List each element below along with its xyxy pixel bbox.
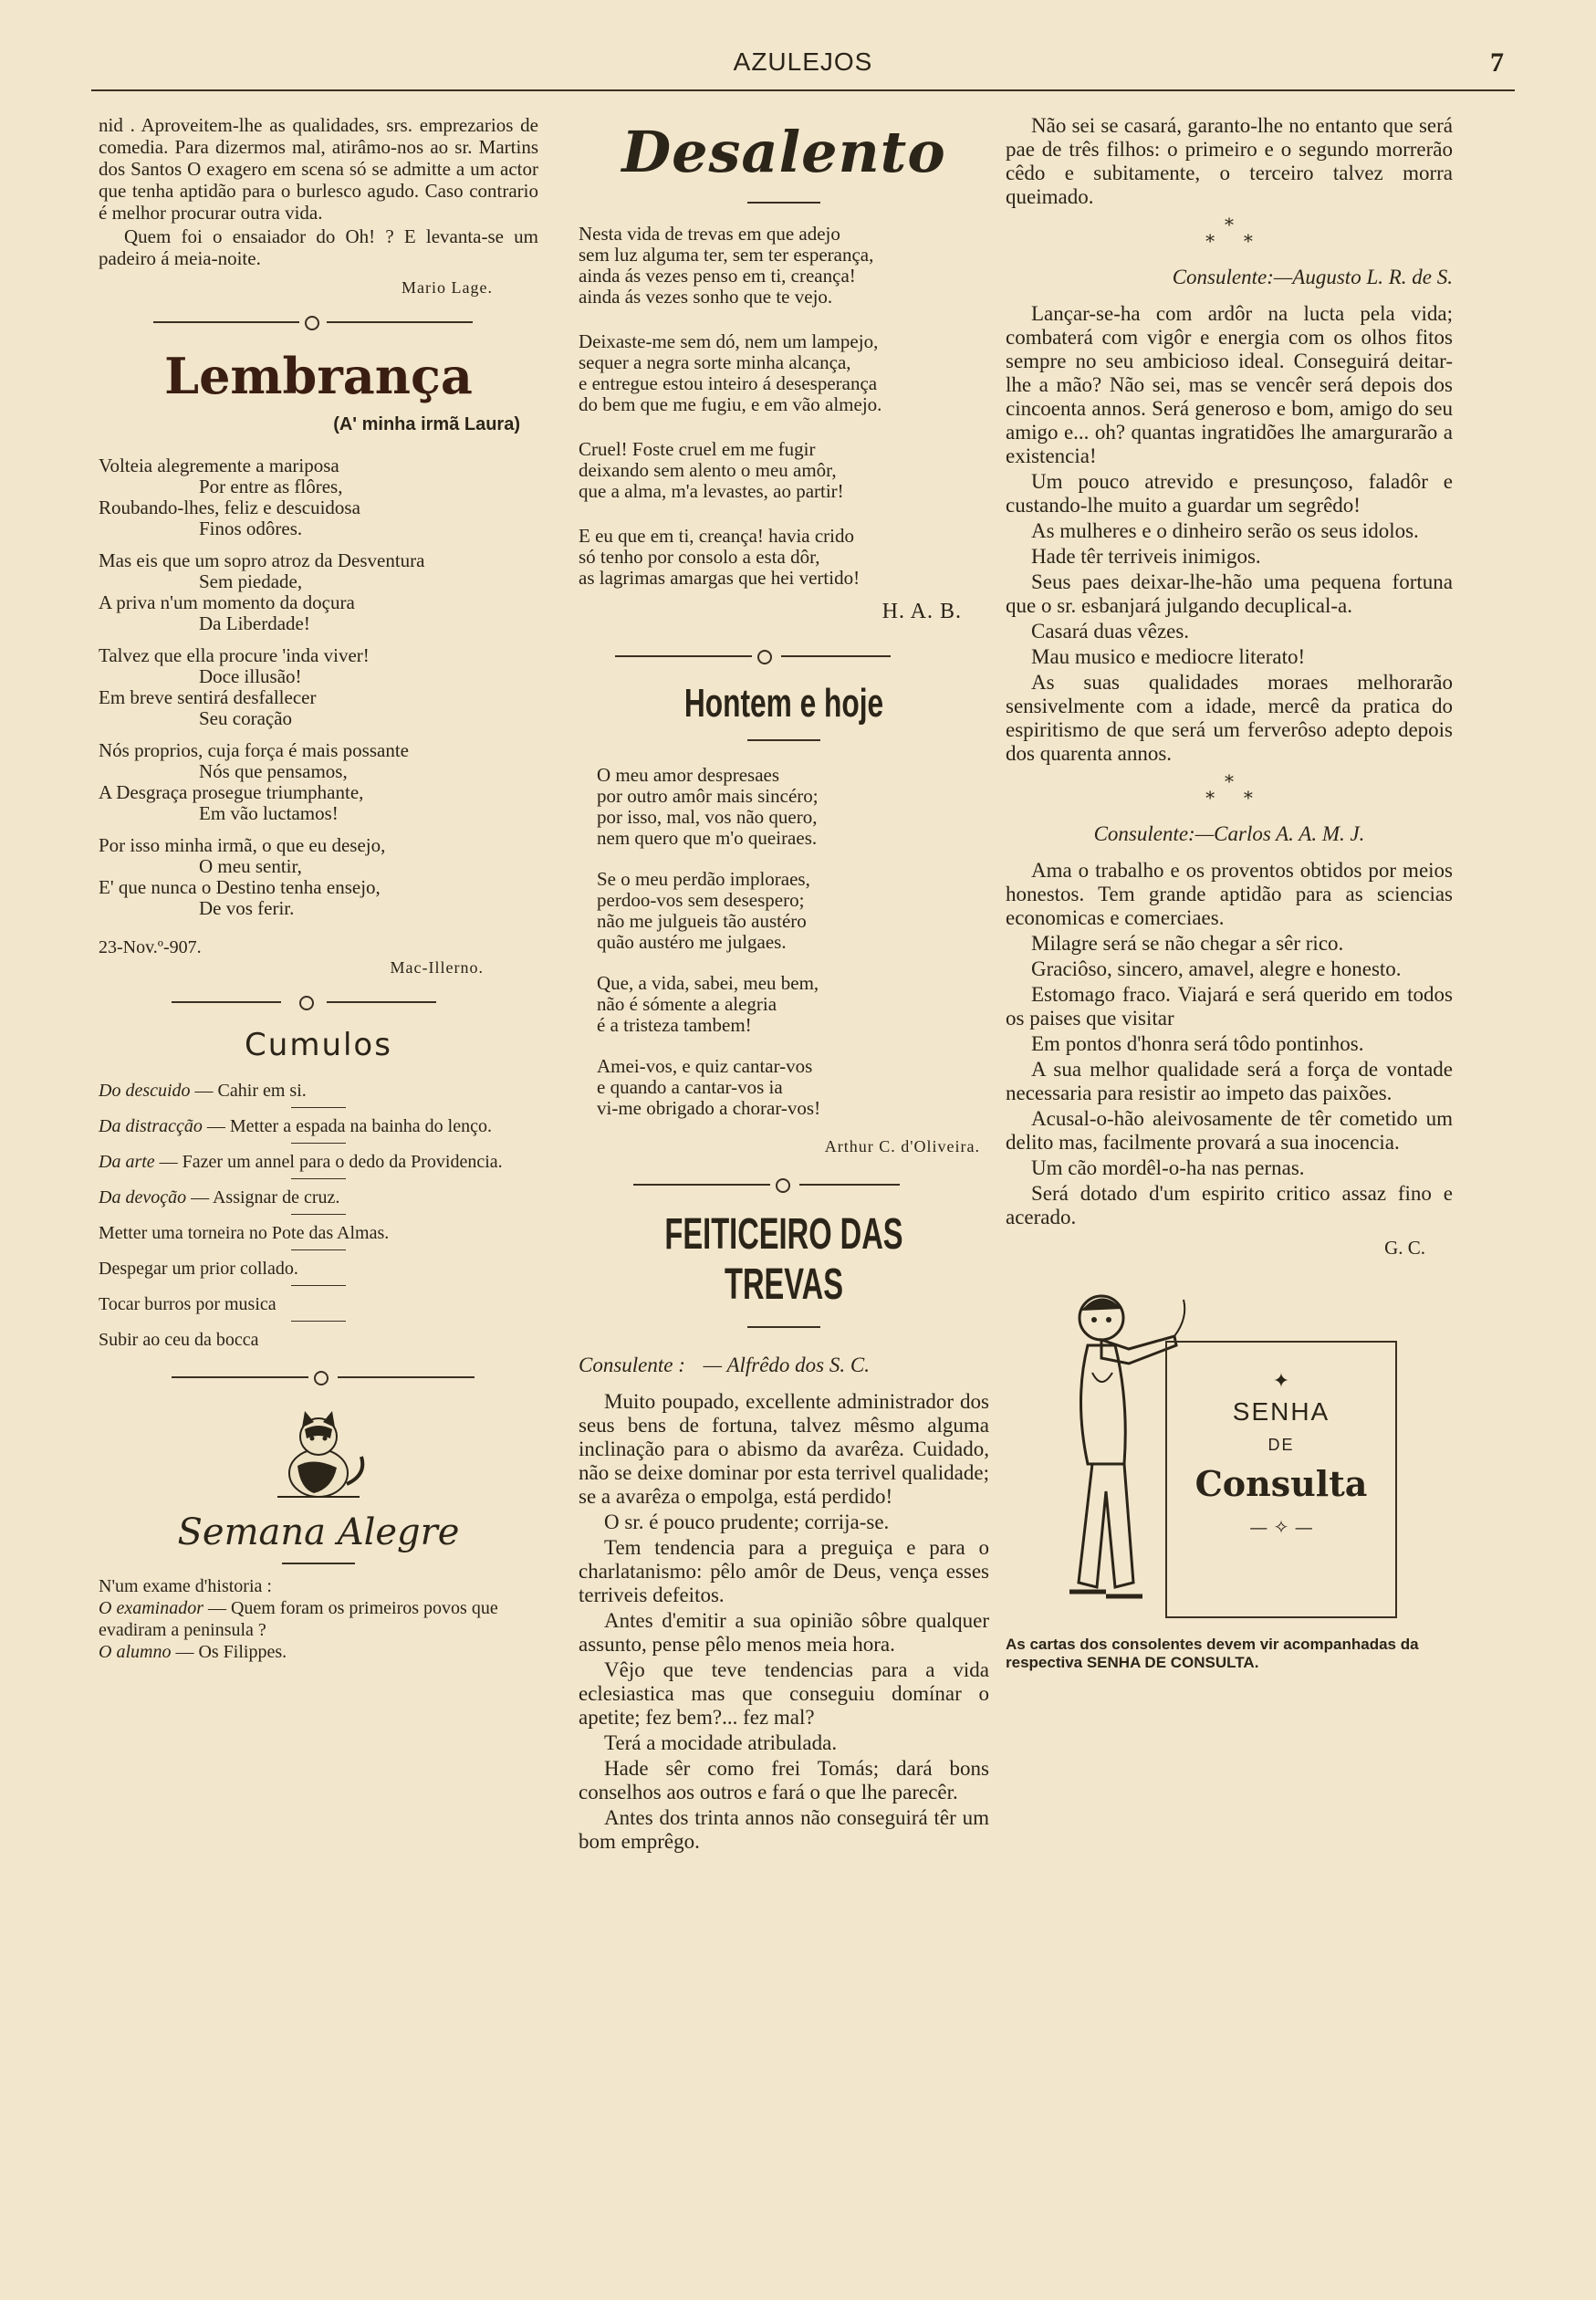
separator-asterisks: * * * [1205,214,1253,252]
signature-gc: G. C. [1384,1237,1425,1259]
verse-line: Finos odôres. [199,518,303,539]
reading-paragraph: Seus paes deixar-lhe-hão uma pequena fortuna que o sr. esbanjará julgando decuplical-a. [1006,570,1453,617]
consulente-label: Consulente: [1172,266,1274,288]
verse-line: e entregue estou inteiro á desesperança [579,372,878,394]
feiticeiro-paragraph: Vêjo que teve tendencias para a vida eclesiastica mas que conseguiu domínar o apetite; fez bem?... fez mal? [579,1658,989,1729]
separator [99,988,538,1016]
verse-line: Que, a vida, sabei, meu bem, [597,972,819,994]
reading-paragraph: Milagre será se não chegar a sêr rico. [1031,932,1344,955]
verse-line: é a tristeza tambem! [597,1014,752,1036]
reading-paragraph: Mau musico e mediocre literato! [1031,645,1306,668]
verse-line: E' que nunca o Destino tenha ensejo, [99,876,381,898]
consulente-name: — Alfrêdo dos S. C. [703,1354,870,1376]
feiticeiro-paragraph: O sr. é pouco prudente; corrija-se. [604,1511,890,1533]
intro-signature: Mario Lage. [402,278,493,297]
verse-line: só tenho por consolo a esta dôr, [579,546,820,568]
feiticeiro-paragraph: Muito poupado, excellente administrador dos seus bens de fortuna, talvez mêsmo alguma inclinação para o abismo da avarêza. Cuidado, não se deixe dominar por esta terrivel qualidade; se a avarêza o empolga, está perdido! [579,1390,989,1508]
feiticeiro-paragraph: Antes d'emitir a sua opinião sôbre qualquer assunto, pense pêlo menos meia hora. [579,1609,989,1656]
verse-line: ainda ás vezes sonho que te vejo. [579,286,833,308]
reading-paragraph: Não sei se casará, garanto-lhe no entanto que será pae de três filhos: o primeiro e o segundo morrerão cêdo e subitamente, o terceiro talvez morra queimado. [1006,114,1453,208]
verse-line: Em breve sentirá desfallecer [99,686,317,708]
senha-box [1165,1341,1397,1618]
hontem-stanza [597,765,989,849]
separator [579,643,989,670]
verse-line: ainda ás vezes penso em ti, creança! [579,265,856,287]
verse-line: vi-me obrigado a chorar-vos! [597,1097,821,1119]
verse-line: Doce illusão! [199,665,302,687]
verse-line: as lagrimas amargas que hei vertido! [579,567,861,589]
reading-paragraph: Um cão mordêl-o-ha nas pernas. [1031,1156,1305,1179]
verse-line: Por isso minha irmã, o que eu desejo, [99,834,386,856]
separator [99,1364,538,1391]
verse-line: O meu amor despresaes [597,764,780,786]
feiticeiro-paragraph: Antes dos trinta annos não conseguirá têr um bom emprêgo. [579,1806,989,1853]
column-right [1006,114,1453,1672]
verse-line: Cruel! Foste cruel em me fugir [579,438,816,460]
verse-line: nem quero que m'o queiraes. [597,827,818,849]
verse-line: Talvez que ella procure 'inda viver! [99,644,370,666]
lembranca-dedication: (A' minha irmã Laura) [333,414,520,434]
senha-line-2: DE [1267,1436,1295,1454]
desalento-stanza [579,439,989,502]
verse-line: Por entre as flôres, [199,476,343,497]
reading-paragraph: As suas qualidades moraes melhorarão sensivelmente com a idade, mercê da pratica do espiritismo de que será um ferverôso adepto depois dos quarenta annos. [1006,671,1453,765]
verse-line: Se o meu perdão imploraes, [597,868,810,890]
cumulo-item: Do descuido — Cahir em si. [99,1081,307,1101]
verse-line: que a alma, m'a levastes, ao partir! [579,480,844,502]
cumulo-item: Da distracção — Metter a espada na bainha do lenço. [99,1107,538,1137]
verse-line: Amei-vos, e quiz cantar-vos [597,1055,813,1077]
intro-paragraph: nid . Aproveitem-lhe as qualidades, srs. emprezarios de comedia. Para dizermos mal, atirâmo-nos ao sr. Martins dos Santos O exagero em scena só se admitte a um actor que tenha aptidão para o burlesco agudo. Caso contrario é melhor procurar outra vida. [99,114,538,224]
desalento-stanza [579,224,989,308]
hontem-stanza [597,1056,989,1119]
lembranca-stanza [99,645,538,729]
page-header [91,46,1515,91]
verse-line: Deixaste-me sem dó, nem um lampejo, [579,330,879,352]
verse-line: Roubando-lhes, feliz e descuidosa [99,497,360,518]
verse-line: O meu sentir, [199,855,302,877]
cumulo-item: Tocar burros por musica [99,1285,538,1315]
verse-line: Seu coração [199,707,293,729]
consulente-name: —Carlos A. A. M. J. [1194,822,1365,845]
desalento-stanza [579,331,989,415]
cumulo-item: Despegar um prior collado. [99,1249,538,1280]
lembranca-stanza [99,455,538,539]
consulente-label: Consulente: [1093,822,1195,845]
divider [747,1326,820,1328]
page-title: AZULEJOS [733,47,873,76]
feiticeiro-paragraph: Hade sêr como frei Tomás; dará bons conselhos aos outros e fará o que lhe parecêr. [579,1757,989,1803]
verse-line: perdoo-vos sem desespero; [597,889,805,911]
semana-alegre-title: Semana Alegre [177,1511,460,1553]
feiticeiro-title: FEITICEIRO DAS TREVAS [664,1210,903,1309]
verse-line: e quando a cantar-vos ia [597,1076,783,1098]
semana-line: O alumno — Os Filippes. [99,1642,287,1662]
verse-line: E eu que em ti, creança! havia crido [579,525,855,547]
cumulos-title: Cumulos [245,1027,392,1063]
reading-paragraph: Ama o trabalho e os proventos obtidos por meios honestos. Tem grande aptidão para as sciencias economicas e comerciaes. [1006,859,1453,929]
separator [99,308,538,336]
verse-line: sequer a negra sorte minha alcança, [579,351,851,373]
feiticeiro-paragraph: Tem tendencia para a preguiça e para o charlatanismo: pêlo amôr de Deus, vença esses terriveis defeitos. [579,1536,989,1606]
separator-asterisks: * * * [1205,770,1253,809]
verse-line: Nós que pensamos, [199,760,348,782]
verse-line: Nesta vida de trevas em que adejo [579,223,840,245]
sunburst-icon: ✦ [1272,1370,1290,1393]
lembranca-stanza [99,835,538,919]
verse-line: Volteia alegremente a mariposa [99,455,339,476]
reading-paragraph: Acusal-o-hão aleivosamente de têr cometido um delito mas, facilmente provará a sua inocencia. [1006,1107,1453,1154]
senha-notice: As cartas dos consolentes devem vir acompanhadas da respectiva SENHA DE CONSULTA. [1006,1636,1419,1671]
cumulo-item: Subir ao ceu da bocca [99,1321,538,1351]
senha-consulta-illustration [1038,1281,1421,1628]
desalento-title: Desalento [621,119,946,185]
reading-paragraph: Casará duas vêzes. [1031,620,1190,643]
hontem-signature: Arthur C. d'Oliveira. [824,1137,980,1155]
column-left [99,114,538,1663]
verse-line: não é sómente a alegria [597,993,777,1015]
reading-paragraph: As mulheres e o dinheiro serão os seus idolos. [1031,519,1419,542]
desalento-stanza [579,526,989,589]
verse-line: De vos ferir. [199,897,295,919]
ornament-icon: — ✧ — [1249,1516,1313,1538]
cumulo-item: Da arte — Fazer um annel para o dedo da Providencia. [99,1143,538,1173]
intro-paragraph: Quem foi o ensaiador do Oh! ? E levanta-se um padeiro á meia-noite. [99,225,538,269]
senha-line-1: SENHA [1232,1397,1330,1426]
cumulo-item: Da devoção — Assignar de cruz. [99,1178,538,1208]
verse-line: por outro amôr mais sincéro; [597,785,819,807]
verse-line: sem luz alguma ter, sem ter esperança, [579,244,874,266]
verse-line: Sem piedade, [199,570,303,592]
column-middle [579,100,989,1856]
verse-line: Em vão luctamos! [199,802,339,824]
lembranca-stanza [99,740,538,824]
reading-paragraph: Será dotado d'um espirito critico assaz fino e acerado. [1006,1182,1453,1228]
separator [579,1171,989,1198]
reading-paragraph: Um pouco atrevido e presunçoso, faladôr e custando-lhe muito a guardar um segrêdo! [1006,470,1453,517]
lembranca-title: Lembrança [164,347,473,405]
hontem-stanza [597,973,989,1036]
lembranca-signature: Mac-Illerno. [390,958,484,977]
verse-line: Mas eis que um sopro atroz da Desventura [99,549,425,571]
verse-line: do bem que me fugiu, e em vão almejo. [579,393,882,415]
lembranca-stanza [99,550,538,634]
verse-line: Da Liberdade! [199,612,310,634]
semana-line: N'um exame d'historia : [99,1576,272,1596]
divider [747,202,820,204]
divider [282,1563,355,1564]
senha-line-3: Consulta [1194,1463,1368,1504]
verse-line: A priva n'um momento da doçura [99,591,355,613]
divider [747,739,820,741]
reading-paragraph: Lançar-se-ha com ardôr na lucta pela vida; combaterá com vigôr e energia com os olhos fitos sempre no seu ambicioso ideal. Conseguirá deitar-lhe a mão? Não sei, mas se vencêr será depois dos cincoenta annos. Será generoso e bom, amigo do seu amigo e... oh? quantas ingratidões lhe amargurarão a existencia! [1006,302,1453,467]
cat-illustration [259,1402,378,1502]
reading-paragraph: Em pontos d'honra será tôdo pontinhos. [1031,1032,1364,1055]
verse-line: não me julgueis tão austéro [597,910,807,932]
verse-line: A Desgraça prosegue triumphante, [99,781,364,803]
consulente-carlos [1006,822,1453,846]
feiticeiro-paragraph: Terá a mocidade atribulada. [604,1731,838,1754]
consulente-augusto [1006,266,1453,289]
cumulo-item: Metter uma torneira no Pote das Almas. [99,1214,538,1244]
verse-line: por isso, mal, vos não quero, [597,806,818,828]
reading-paragraph: Graciôso, sincero, amavel, alegre e honesto. [1031,957,1402,980]
reading-paragraph: A sua melhor qualidade será a força de vontade necessaria para resistir ao impeto das paixões. [1006,1058,1453,1104]
feiticeiro-consulente [579,1354,989,1377]
lembranca-date: 23-Nov.º-907. [99,937,202,957]
hontem-e-hoje-title: Hontem e hoje [683,681,884,726]
semana-line: O examinador — Quem foram os primeiros povos que evadiram a peninsula ? [99,1598,498,1640]
hontem-stanza [597,869,989,953]
verse-line: deixando sem alento o meu amôr, [579,459,837,481]
verse-line: Nós proprios, cuja força é mais possante [99,739,409,761]
reading-paragraph: Hade têr terriveis inimigos. [1031,545,1261,568]
consulente-name: —Augusto L. R. de S. [1273,266,1453,288]
page-number: 7 [1490,47,1504,78]
reading-paragraph: Estomago fraco. Viajará e será querido em todos os paises que visitar [1006,983,1453,1030]
verse-line: quão austéro me julgaes. [597,931,787,953]
consulente-label: Consulente : [579,1354,685,1376]
desalento-signature: H. A. B. [881,600,962,623]
